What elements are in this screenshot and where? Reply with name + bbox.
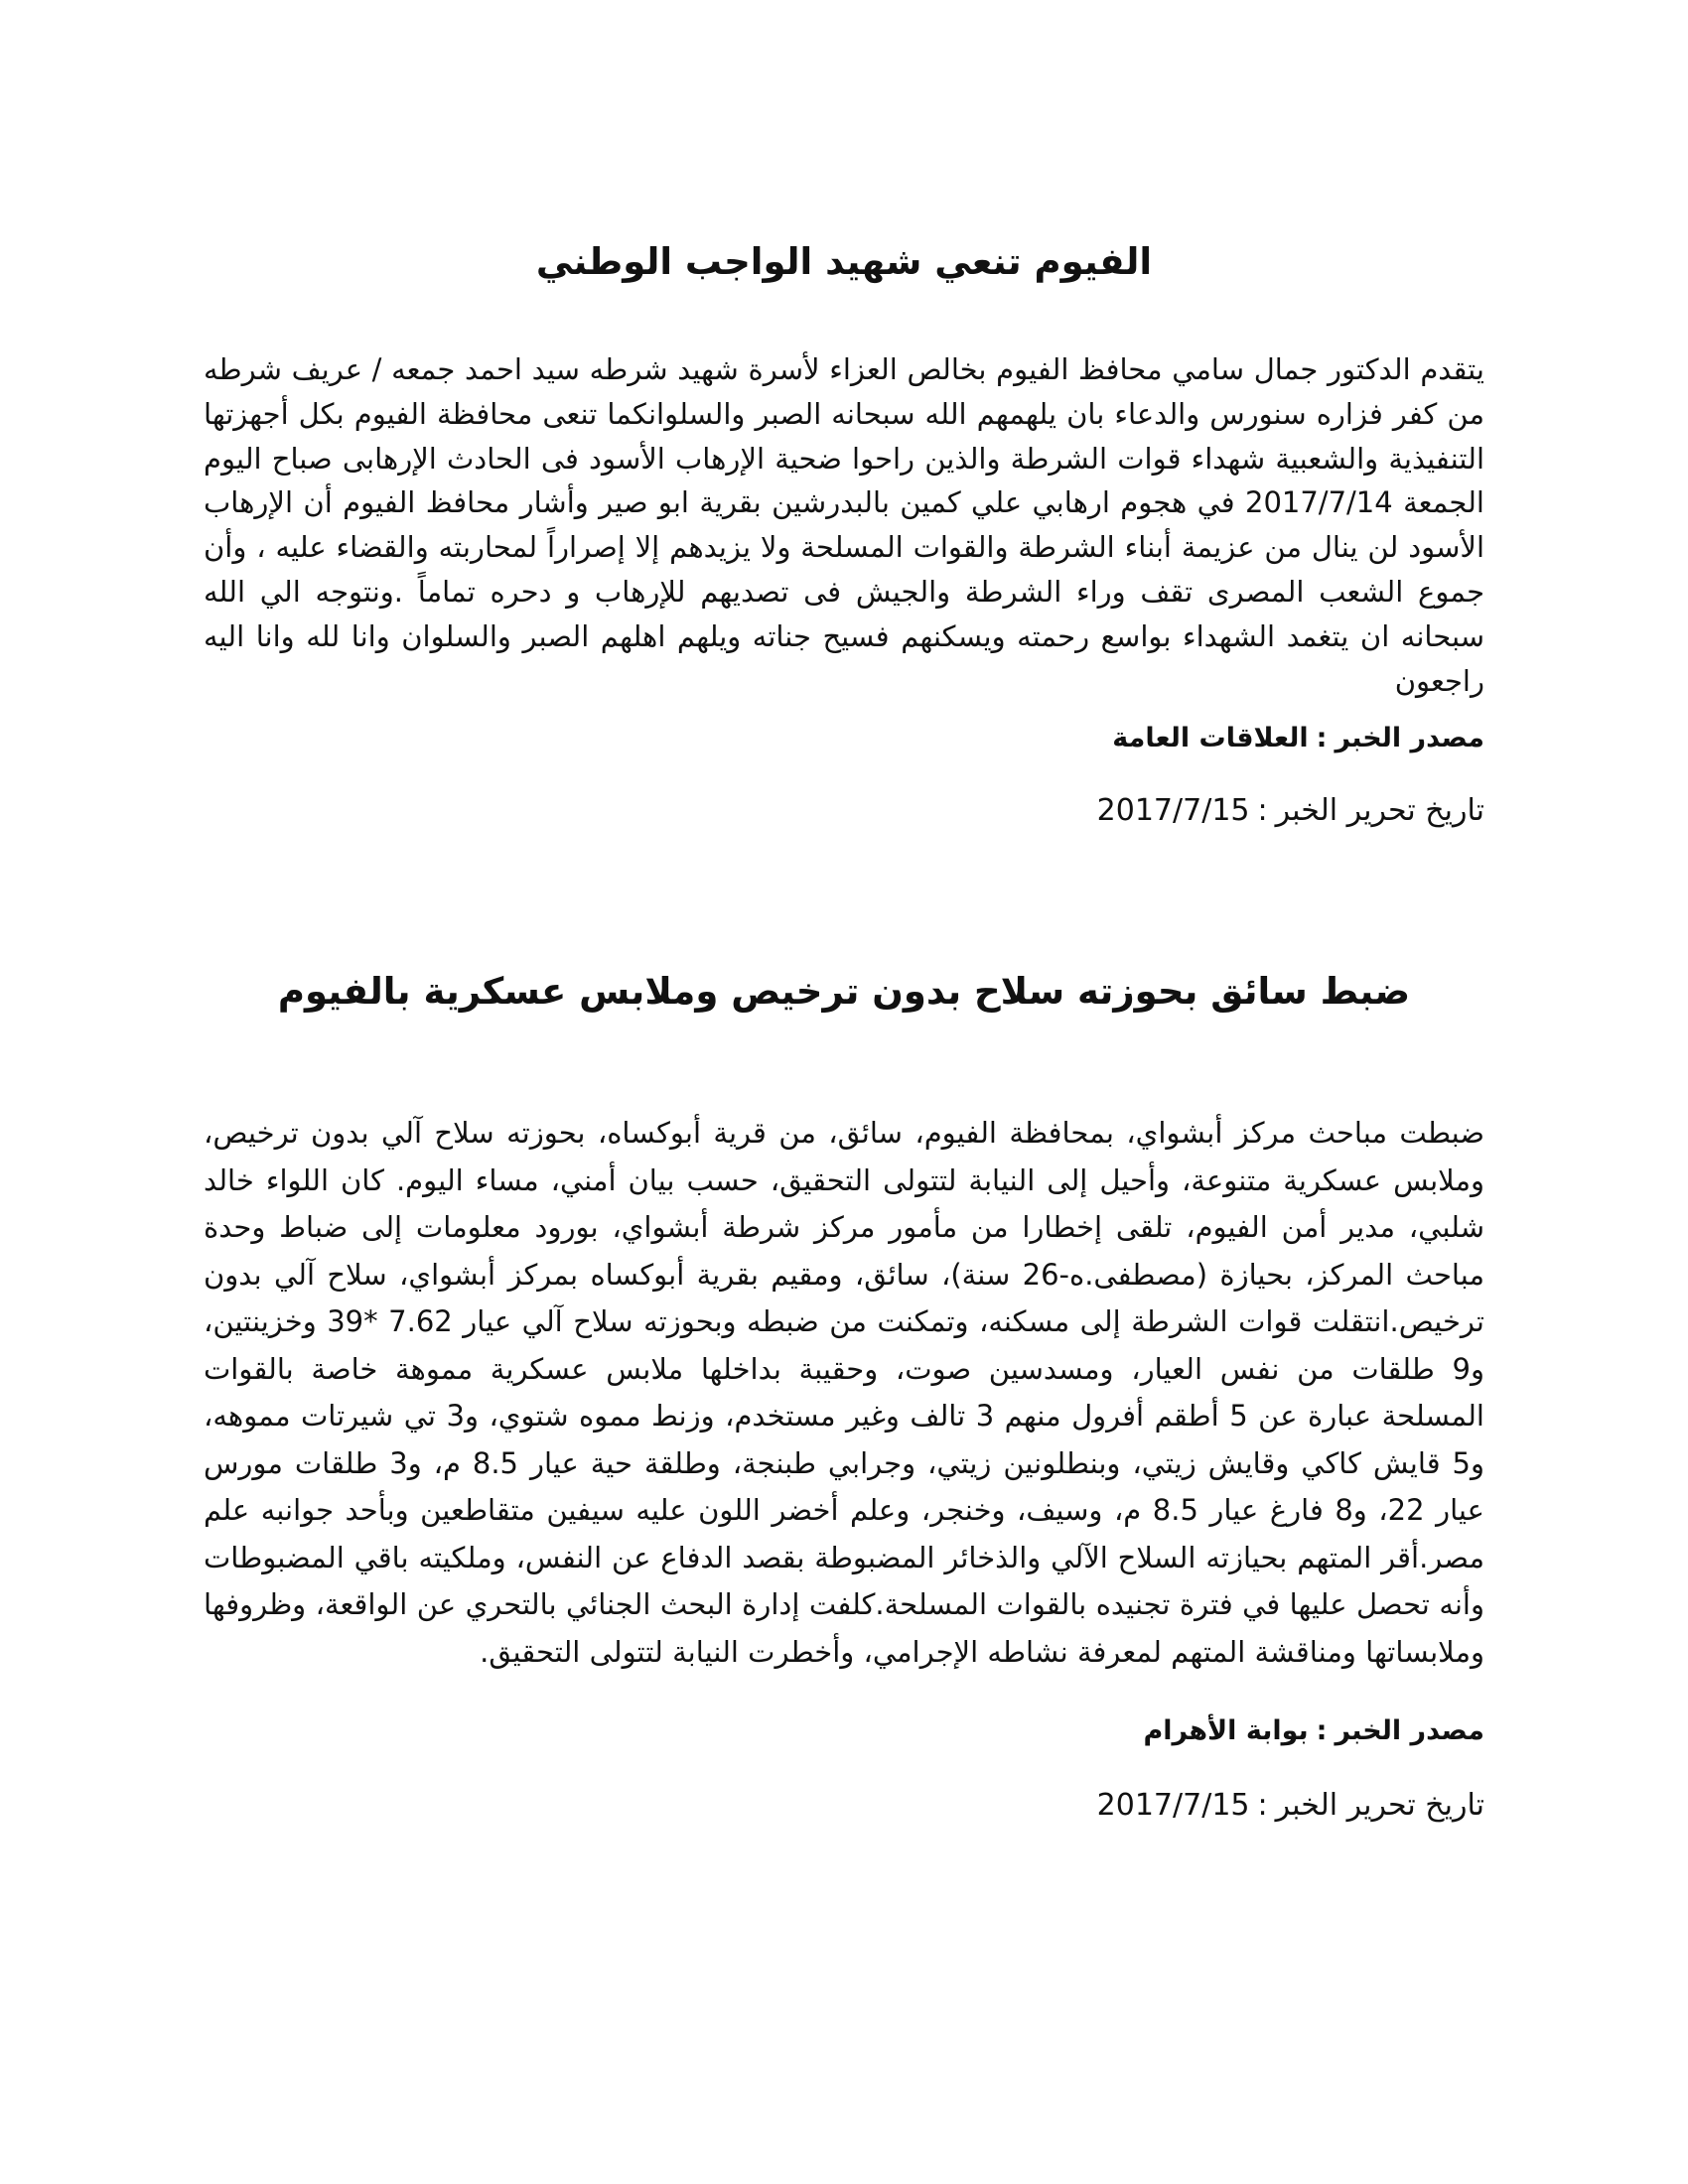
- label-separator: :: [1316, 723, 1328, 754]
- label-separator: :: [1257, 793, 1268, 829]
- news-source-label: مصدر الخبر: [1335, 723, 1484, 754]
- news-article: [204, 238, 1484, 828]
- article-body: يتقدم الدكتور جمال سامي محافظ الفيوم بخالص العزاء لأسرة شهيد شرطه سيد احمد جمعه / عريف شرطه من كفر فزاره سنورس والدعاء بان يلهمهم الله سبحانه الصبر والسلوانكما تنعى محافظة الفيوم بكل أجهزتها التنفيذية والشعبية شهداء قوات الشرطة والذين راحوا ضحية الإرهاب الأسود فى الحادث الإرهابى صباح اليوم الجمعة 2017/7/14 في هجوم ارهابي علي كمين بالبدرشين بقرية ابو صير وأشار محافظ الفيوم أن الإرهاب الأسود لن ينال من عزيمة أبناء الشرطة والقوات المسلحة ولا يزيدهم إلا إصراراً لمحاربته والقضاء عليه ، وأن جموع الشعب المصرى تقف وراء الشرطة والجيش فى تصديهم للإرهاب و دحره تماماً .ونتوجه الي الله سبحانه ان يتغمد الشهداء بواسع رحمته ويسكنهم فسيح جناته ويلهم اهلهم الصبر والسلوان وانا لله وانا اليه راجعون: [204, 352, 1484, 698]
- news-date-label: تاريخ تحرير الخبر: [1275, 793, 1484, 829]
- news-date-label: تاريخ تحرير الخبر: [1275, 1788, 1484, 1824]
- article-title: الفيوم تنعي شهيد الواجب الوطني: [535, 240, 1153, 283]
- news-source-line: [204, 1715, 1484, 1746]
- news-source-value: العلاقات العامة: [1112, 723, 1309, 754]
- news-article: [204, 968, 1484, 1823]
- label-separator: :: [1316, 1715, 1328, 1747]
- news-date-line: [204, 793, 1484, 828]
- label-separator: :: [1257, 1788, 1268, 1824]
- news-date-value: 2017/7/15: [1096, 1788, 1250, 1824]
- news-date-value: 2017/7/15: [1096, 793, 1250, 829]
- article-body: ضبطت مباحث مركز أبشواي، بمحافظة الفيوم، سائق، من قرية أبوكساه، بحوزته سلاح آلي بدون ترخيص، وملابس عسكرية متنوعة، وأحيل إلى النيابة لتتولى التحقيق، حسب بيان أمني، مساء اليوم. كان اللواء خالد شلبي، مدير أمن الفيوم، تلقى إخطارا من مأمور مركز شرطة أبشواي، بورود معلومات إلى ضباط وحدة مباحث المركز، بحيازة (مصطفى.ه-26 سنة)، سائق، ومقيم بقرية أبوكساه بمركز أبشواي، سلاح آلي بدون ترخيص.انتقلت قوات الشرطة إلى مسكنه، وتمكنت من ضبطه وبحوزته سلاح آلي عيار 7.62 *39 وخزينتين، و9 طلقات من نفس العيار، ومسدسين صوت، وحقيبة بداخلها ملابس عسكرية مموهة خاصة بالقوات المسلحة عبارة عن 5 أطقم أفرول منهم 3 تالف وغير مستخدم، وزنط مموه شتوي، و3 تي شيرتات مموهه، و5 قايش كاكي وقايش زيتي، وبنطلونين زيتي، وجرابي طبنجة، وطلقة حية عيار 8.5 م، و3 طلقات مورس عيار 22، و8 فارغ عيار 8.5 م، وسيف، وخنجر، وعلم أخضر اللون عليه سيفين متقاطعين وبأحد جوانبه علم مصر.أقر المتهم بحيازته السلاح الآلي والذخائر المضبوطة بقصد الدفاع عن النفس، وملكيته باقي المضبوطات وأنه تحصل عليها في فترة تجنيده بالقوات المسلحة.كلفت إدارة البحث الجنائي بالتحري عن الواقعة، وظروفها وملابساتها ومناقشة المتهم لمعرفة نشاطه الإجرامي، وأخطرت النيابة لتتولى التحقيق.: [204, 1116, 1484, 1669]
- news-date-line: [204, 1788, 1484, 1823]
- news-source-value: بوابة الأهرام: [1143, 1715, 1309, 1747]
- article-title: ضبط سائق بحوزته سلاح بدون ترخيص وملابس عسكرية بالفيوم: [277, 970, 1411, 1013]
- news-source-line: [204, 723, 1484, 753]
- news-source-label: مصدر الخبر: [1335, 1715, 1484, 1747]
